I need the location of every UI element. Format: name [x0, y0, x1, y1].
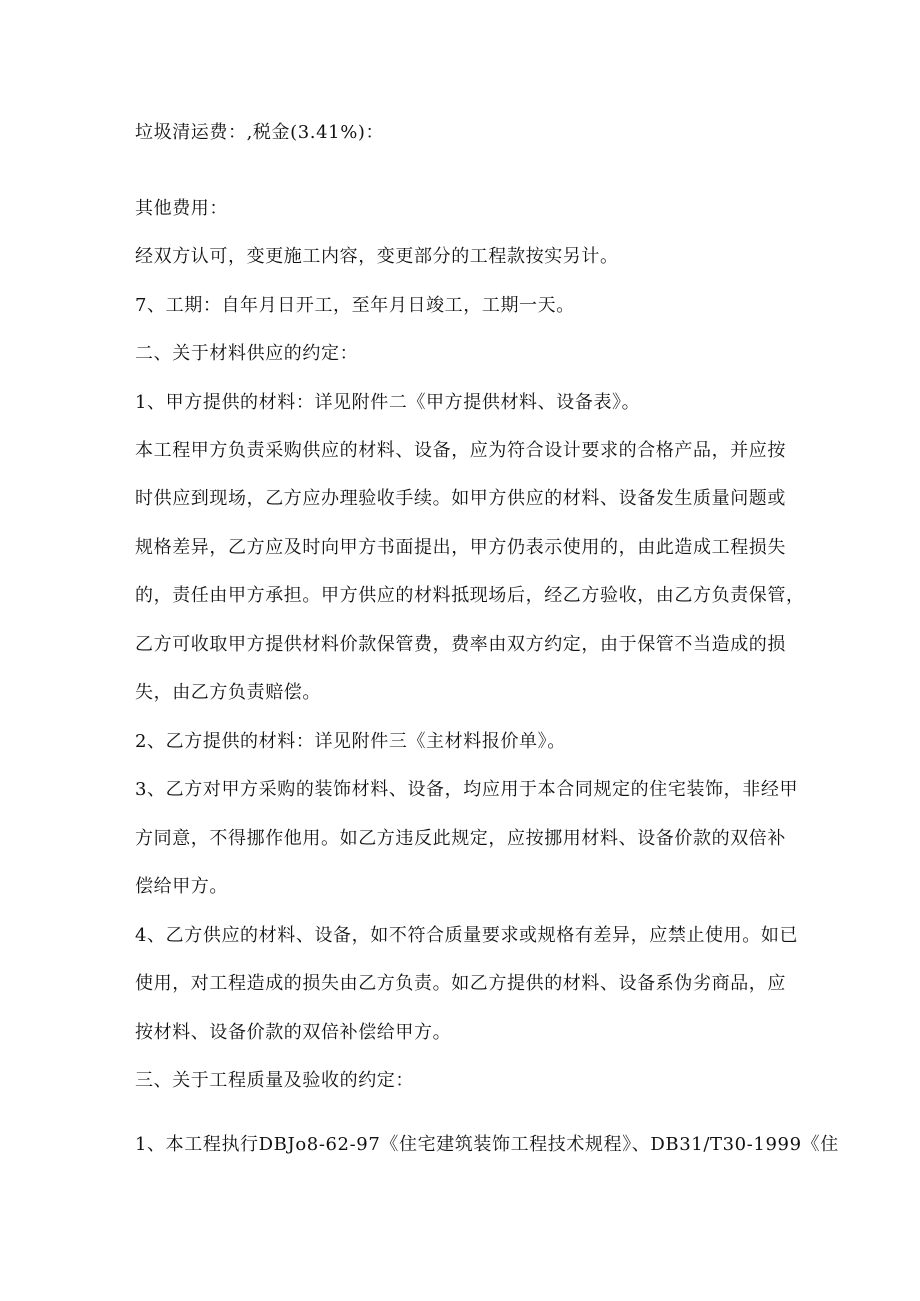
paragraph-line: 经双方认可，变更施工内容，变更部分的工程款按实另计。	[135, 246, 619, 267]
paragraph-line: 时供应到现场，乙方应办理验收手续。如甲方供应的材料、设备发生质量问题或	[135, 488, 786, 509]
paragraph-line: 使用，对工程造成的损失由乙方负责。如乙方提供的材料、设备系伪劣商品，应	[135, 973, 786, 994]
section-heading-2: 二、关于材料供应的约定：	[135, 343, 359, 364]
clause-2-4: 4、乙方供应的材料、设备，如不符合质量要求或规格有差异，应禁止使用。如已	[135, 925, 799, 946]
paragraph-line: 方同意，不得挪作他用。如乙方违反此规定，应按挪用材料、设备价款的双倍补	[135, 828, 786, 849]
paragraph-line: 按材料、设备价款的双倍补偿给甲方。	[135, 1022, 452, 1043]
paragraph-line: 偿给甲方。	[135, 876, 228, 897]
clause-2-2: 2、乙方提供的材料：详见附件三《主材料报价单》。	[135, 731, 566, 752]
paragraph-line: 乙方可收取甲方提供材料价款保管费，费率由双方约定，由于保管不当造成的损	[135, 634, 786, 655]
paragraph-line: 失，由乙方负责赔偿。	[135, 682, 321, 703]
clause-7-duration: 7、工期：自年月日开工，至年月日竣工，工期一天。	[135, 295, 575, 316]
fee-line-other: 其他费用：	[135, 198, 228, 219]
paragraph-line: 本工程甲方负责采购供应的材料、设备，应为符合设计要求的合格产品，并应按	[135, 440, 786, 461]
clause-3-1: 1、本工程执行DBJo8-62-97《住宅建筑装饰工程技术规程》、DB31/T30-1999《住	[135, 1134, 839, 1155]
paragraph-line: 规格差异，乙方应及时向甲方书面提出，甲方仍表示使用的，由此造成工程损失	[135, 537, 786, 558]
paragraph-line: 的，责任由甲方承担。甲方供应的材料抵现场后，经乙方验收，由乙方负责保管，	[135, 585, 805, 606]
fee-line-garbage-tax: 垃圾清运费：,税金(3.41%)：	[135, 122, 385, 143]
section-heading-3: 三、关于工程质量及验收的约定：	[135, 1070, 414, 1091]
clause-2-3: 3、乙方对甲方采购的装饰材料、设备，均应用于本合同规定的住宅装饰，非经甲	[135, 779, 799, 800]
clause-2-1: 1、甲方提供的材料：详见附件二《甲方提供材料、设备表》。	[135, 392, 641, 413]
